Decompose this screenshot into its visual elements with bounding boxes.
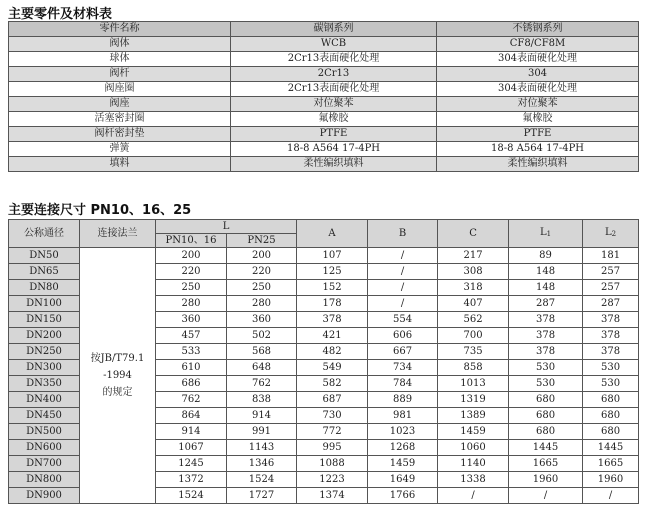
carbon-steel-cell: PTFE — [231, 127, 437, 142]
l-pn25-cell: 648 — [227, 360, 297, 376]
connection-table-title: 主要连接尺寸 PN10、16、25 — [8, 203, 192, 218]
header-L2 — [583, 220, 639, 248]
a-cell: 152 — [297, 280, 368, 296]
a-cell: 582 — [297, 376, 368, 392]
stainless-steel-cell: 对位聚苯 — [437, 97, 639, 112]
l-pn10-16-cell: 914 — [156, 424, 227, 440]
b-cell: / — [368, 280, 438, 296]
stainless-steel-cell: PTFE — [437, 127, 639, 142]
b-cell: 784 — [368, 376, 438, 392]
b-cell: / — [368, 296, 438, 312]
c-cell: 1140 — [438, 456, 509, 472]
l-pn10-16-cell: 1524 — [156, 488, 227, 504]
l2-cell: 1960 — [583, 472, 639, 488]
l2-cell: 530 — [583, 376, 639, 392]
b-cell: 1459 — [368, 456, 438, 472]
flange-standard-note — [80, 248, 156, 504]
dn-cell: DN200 — [9, 328, 80, 344]
l1-cell: 1445 — [509, 440, 583, 456]
dn-cell: DN65 — [9, 264, 80, 280]
header-L-pn10-16: PN10、16 — [156, 234, 227, 248]
dn-cell: DN600 — [9, 440, 80, 456]
l1-cell: 378 — [509, 312, 583, 328]
l1-cell: 148 — [509, 264, 583, 280]
b-cell: 1766 — [368, 488, 438, 504]
b-cell: 1268 — [368, 440, 438, 456]
c-cell: 562 — [438, 312, 509, 328]
l1-cell: 148 — [509, 280, 583, 296]
l1-cell: 680 — [509, 408, 583, 424]
l-pn10-16-cell: 533 — [156, 344, 227, 360]
l-pn25-cell: 1524 — [227, 472, 297, 488]
l2-cell: 680 — [583, 392, 639, 408]
l-pn25-cell: 200 — [227, 248, 297, 264]
c-cell: 858 — [438, 360, 509, 376]
carbon-steel-cell: 对位聚苯 — [231, 97, 437, 112]
header-L: L — [156, 220, 297, 234]
dn-cell: DN900 — [9, 488, 80, 504]
l1-cell: 378 — [509, 328, 583, 344]
parts-row — [9, 97, 639, 112]
part-name-cell: 弹簧 — [9, 142, 231, 157]
l2-cell: 287 — [583, 296, 639, 312]
dn-cell: DN700 — [9, 456, 80, 472]
b-cell: 1649 — [368, 472, 438, 488]
header-A: A — [297, 220, 368, 248]
header-L2-base: L — [604, 227, 612, 238]
a-cell: 1088 — [297, 456, 368, 472]
a-cell: 107 — [297, 248, 368, 264]
a-cell: 549 — [297, 360, 368, 376]
l-pn10-16-cell: 1372 — [156, 472, 227, 488]
c-cell: 1013 — [438, 376, 509, 392]
c-cell: 1459 — [438, 424, 509, 440]
stainless-steel-cell: 柔性编织填料 — [437, 157, 639, 172]
dn-cell: DN800 — [9, 472, 80, 488]
l-pn10-16-cell: 457 — [156, 328, 227, 344]
l-pn25-cell: 1727 — [227, 488, 297, 504]
stainless-steel-cell: 氟橡胶 — [437, 112, 639, 127]
b-cell: 667 — [368, 344, 438, 360]
l-pn25-cell: 914 — [227, 408, 297, 424]
a-cell: 125 — [297, 264, 368, 280]
l2-cell: 378 — [583, 312, 639, 328]
l1-cell: 378 — [509, 344, 583, 360]
a-cell: 421 — [297, 328, 368, 344]
l2-cell: 680 — [583, 408, 639, 424]
l1-cell: 530 — [509, 376, 583, 392]
l-pn10-16-cell: 280 — [156, 296, 227, 312]
parts-row — [9, 82, 639, 97]
header-flange: 连接法兰 — [80, 220, 156, 248]
b-cell: 889 — [368, 392, 438, 408]
parts-materials-table — [8, 21, 639, 172]
carbon-steel-cell: 18-8 A564 17-4PH — [231, 142, 437, 157]
part-name-cell: 活塞密封圈 — [9, 112, 231, 127]
parts-row — [9, 52, 639, 67]
parts-row — [9, 37, 639, 52]
l-pn25-cell: 838 — [227, 392, 297, 408]
stainless-steel-cell: 304 — [437, 67, 639, 82]
c-cell: 1060 — [438, 440, 509, 456]
part-name-cell: 阀座圈 — [9, 82, 231, 97]
b-cell: 1023 — [368, 424, 438, 440]
flange-note-line: -1994 — [103, 370, 132, 381]
l-pn10-16-cell: 1067 — [156, 440, 227, 456]
l-pn10-16-cell: 1245 — [156, 456, 227, 472]
l2-cell: 181 — [583, 248, 639, 264]
part-name-cell: 阀杆密封垫 — [9, 127, 231, 142]
l1-cell: 89 — [509, 248, 583, 264]
dn-cell: DN350 — [9, 376, 80, 392]
parts-row — [9, 127, 639, 142]
header-nominal-diameter: 公称通径 — [9, 220, 80, 248]
parts-table-title: 主要零件及材料表 — [8, 7, 113, 22]
l2-cell: 257 — [583, 280, 639, 296]
part-name-cell: 填料 — [9, 157, 231, 172]
dn-cell: DN100 — [9, 296, 80, 312]
parts-row — [9, 142, 639, 157]
parts-row — [9, 67, 639, 82]
header-L2-sub: 2 — [611, 230, 617, 238]
b-cell: 554 — [368, 312, 438, 328]
dn-cell: DN450 — [9, 408, 80, 424]
l1-cell: / — [509, 488, 583, 504]
l-pn10-16-cell: 686 — [156, 376, 227, 392]
dn-cell: DN500 — [9, 424, 80, 440]
header-L1-base: L — [539, 227, 547, 238]
parts-row — [9, 112, 639, 127]
a-cell: 730 — [297, 408, 368, 424]
parts-table-body — [9, 37, 639, 172]
flange-note-line: 按JB/T79.1 — [90, 353, 145, 364]
header-part-name: 零件名称 — [9, 22, 231, 37]
carbon-steel-cell: 2Cr13表面硬化处理 — [231, 82, 437, 97]
connection-header-row-1 — [9, 220, 639, 234]
l-pn25-cell: 220 — [227, 264, 297, 280]
l-pn10-16-cell: 220 — [156, 264, 227, 280]
a-cell: 378 — [297, 312, 368, 328]
stainless-steel-cell: 18-8 A564 17-4PH — [437, 142, 639, 157]
l-pn25-cell: 762 — [227, 376, 297, 392]
stainless-steel-cell: 304表面硬化处理 — [437, 52, 639, 67]
c-cell: 318 — [438, 280, 509, 296]
carbon-steel-cell: 氟橡胶 — [231, 112, 437, 127]
l2-cell: 1445 — [583, 440, 639, 456]
header-carbon-steel: 碳钢系列 — [231, 22, 437, 37]
c-cell: 700 — [438, 328, 509, 344]
l2-cell: / — [583, 488, 639, 504]
c-cell: / — [438, 488, 509, 504]
dn-cell: DN300 — [9, 360, 80, 376]
l-pn25-cell: 502 — [227, 328, 297, 344]
c-cell: 308 — [438, 264, 509, 280]
carbon-steel-cell: 柔性编织填料 — [231, 157, 437, 172]
l-pn10-16-cell: 864 — [156, 408, 227, 424]
dn-cell: DN80 — [9, 280, 80, 296]
l-pn10-16-cell: 610 — [156, 360, 227, 376]
l1-cell: 1960 — [509, 472, 583, 488]
carbon-steel-cell: WCB — [231, 37, 437, 52]
a-cell: 1223 — [297, 472, 368, 488]
carbon-steel-cell: 2Cr13 — [231, 67, 437, 82]
l-pn25-cell: 250 — [227, 280, 297, 296]
l2-cell: 680 — [583, 424, 639, 440]
l1-cell: 680 — [509, 424, 583, 440]
l-pn25-cell: 360 — [227, 312, 297, 328]
l1-cell: 1665 — [509, 456, 583, 472]
a-cell: 482 — [297, 344, 368, 360]
l-pn10-16-cell: 360 — [156, 312, 227, 328]
c-cell: 1319 — [438, 392, 509, 408]
header-B: B — [368, 220, 438, 248]
b-cell: / — [368, 264, 438, 280]
parts-header-row — [9, 22, 639, 37]
connection-table-body — [9, 248, 639, 504]
c-cell: 407 — [438, 296, 509, 312]
l1-cell: 287 — [509, 296, 583, 312]
b-cell: 734 — [368, 360, 438, 376]
header-L1-sub: 1 — [546, 230, 552, 238]
l2-cell: 378 — [583, 328, 639, 344]
l-pn25-cell: 568 — [227, 344, 297, 360]
part-name-cell: 阀杆 — [9, 67, 231, 82]
stainless-steel-cell: CF8/CF8M — [437, 37, 639, 52]
l2-cell: 1665 — [583, 456, 639, 472]
l1-cell: 530 — [509, 360, 583, 376]
b-cell: 981 — [368, 408, 438, 424]
header-L-pn25: PN25 — [227, 234, 297, 248]
l-pn25-cell: 1143 — [227, 440, 297, 456]
a-cell: 1374 — [297, 488, 368, 504]
c-cell: 217 — [438, 248, 509, 264]
c-cell: 735 — [438, 344, 509, 360]
connection-row — [9, 248, 639, 264]
c-cell: 1338 — [438, 472, 509, 488]
header-C: C — [438, 220, 509, 248]
stainless-steel-cell: 304表面硬化处理 — [437, 82, 639, 97]
c-cell: 1389 — [438, 408, 509, 424]
b-cell: / — [368, 248, 438, 264]
dn-cell: DN50 — [9, 248, 80, 264]
l1-cell: 680 — [509, 392, 583, 408]
l-pn25-cell: 1346 — [227, 456, 297, 472]
l-pn10-16-cell: 762 — [156, 392, 227, 408]
connection-dimensions-table — [8, 219, 639, 504]
a-cell: 178 — [297, 296, 368, 312]
carbon-steel-cell: 2Cr13表面硬化处理 — [231, 52, 437, 67]
b-cell: 606 — [368, 328, 438, 344]
parts-row — [9, 157, 639, 172]
dn-cell: DN250 — [9, 344, 80, 360]
part-name-cell: 阀座 — [9, 97, 231, 112]
part-name-cell: 阀体 — [9, 37, 231, 52]
l2-cell: 530 — [583, 360, 639, 376]
a-cell: 772 — [297, 424, 368, 440]
a-cell: 687 — [297, 392, 368, 408]
l-pn10-16-cell: 250 — [156, 280, 227, 296]
header-stainless-steel: 不锈钢系列 — [437, 22, 639, 37]
l-pn25-cell: 280 — [227, 296, 297, 312]
l2-cell: 257 — [583, 264, 639, 280]
header-L1 — [509, 220, 583, 248]
dn-cell: DN150 — [9, 312, 80, 328]
flange-note-line: 的规定 — [102, 387, 133, 398]
part-name-cell: 球体 — [9, 52, 231, 67]
a-cell: 995 — [297, 440, 368, 456]
l2-cell: 378 — [583, 344, 639, 360]
l-pn25-cell: 991 — [227, 424, 297, 440]
dn-cell: DN400 — [9, 392, 80, 408]
l-pn10-16-cell: 200 — [156, 248, 227, 264]
